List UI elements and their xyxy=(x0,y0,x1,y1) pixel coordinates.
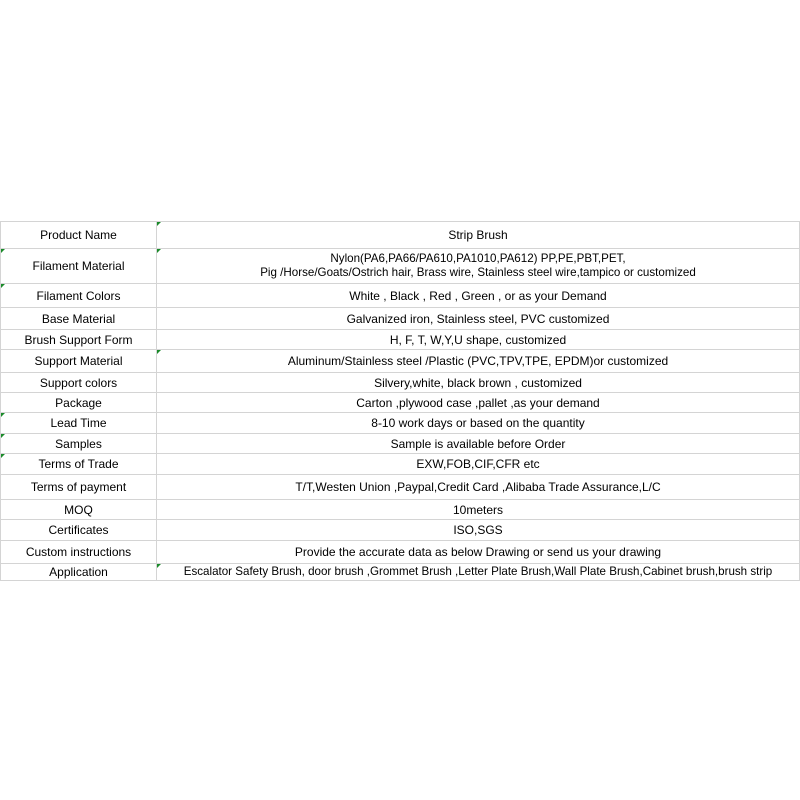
row-value-line: Pig /Horse/Goats/Ostrich hair, Brass wire, Stainless steel wire,tampico or customized xyxy=(260,266,696,279)
row-label: Samples xyxy=(1,434,157,454)
table-row xyxy=(1,284,800,308)
table-row xyxy=(1,454,800,475)
row-label: Brush Support Form xyxy=(1,330,157,350)
row-value: Provide the accurate data as below Drawing or send us your drawing xyxy=(157,541,800,564)
row-value: Carton ,plywood case ,pallet ,as your demand xyxy=(157,393,800,413)
row-label: Certificates xyxy=(1,520,157,541)
row-label: Terms of payment xyxy=(1,475,157,500)
table-row xyxy=(1,564,800,581)
table-row xyxy=(1,249,800,284)
table-row xyxy=(1,520,800,541)
row-value: Galvanized iron, Stainless steel, PVC customized xyxy=(157,308,800,330)
row-label: Filament Colors xyxy=(1,284,157,308)
row-value: T/T,Westen Union ,Paypal,Credit Card ,Alibaba Trade Assurance,L/C xyxy=(157,475,800,500)
row-label: Filament Material xyxy=(1,249,157,284)
table-row xyxy=(1,434,800,454)
row-value: Aluminum/Stainless steel /Plastic (PVC,TPV,TPE, EPDM)or customized xyxy=(157,350,800,373)
row-value-line: Nylon(PA6,PA66/PA610,PA1010,PA612) PP,PE,PBT,PET, xyxy=(330,252,626,265)
row-value: ISO,SGS xyxy=(157,520,800,541)
row-label: Application xyxy=(1,564,157,581)
row-value xyxy=(157,249,800,284)
row-value: 8-10 work days or based on the quantity xyxy=(157,413,800,434)
row-label: MOQ xyxy=(1,500,157,520)
row-label: Custom instructions xyxy=(1,541,157,564)
row-value: Strip Brush xyxy=(157,222,800,249)
table-row xyxy=(1,373,800,393)
spec-table xyxy=(0,221,800,581)
row-label: Lead Time xyxy=(1,413,157,434)
row-value: H, F, T, W,Y,U shape, customized xyxy=(157,330,800,350)
row-label: Support Material xyxy=(1,350,157,373)
table-row xyxy=(1,350,800,373)
row-value: Silvery,white, black brown , customized xyxy=(157,373,800,393)
table-row xyxy=(1,475,800,500)
row-label: Product Name xyxy=(1,222,157,249)
table-row xyxy=(1,393,800,413)
table-row xyxy=(1,222,800,249)
table-row xyxy=(1,500,800,520)
row-value: White , Black , Red , Green , or as your Demand xyxy=(157,284,800,308)
row-value: 10meters xyxy=(157,500,800,520)
row-value: EXW,FOB,CIF,CFR etc xyxy=(157,454,800,475)
table-row xyxy=(1,308,800,330)
row-label: Base Material xyxy=(1,308,157,330)
table-row xyxy=(1,413,800,434)
row-label: Package xyxy=(1,393,157,413)
row-label: Support colors xyxy=(1,373,157,393)
table-row xyxy=(1,541,800,564)
row-label: Terms of Trade xyxy=(1,454,157,475)
row-value: Escalator Safety Brush, door brush ,Grommet Brush ,Letter Plate Brush,Wall Plate Brush,Cabinet brush,brush strip xyxy=(157,564,800,581)
row-value: Sample is available before Order xyxy=(157,434,800,454)
table-row xyxy=(1,330,800,350)
